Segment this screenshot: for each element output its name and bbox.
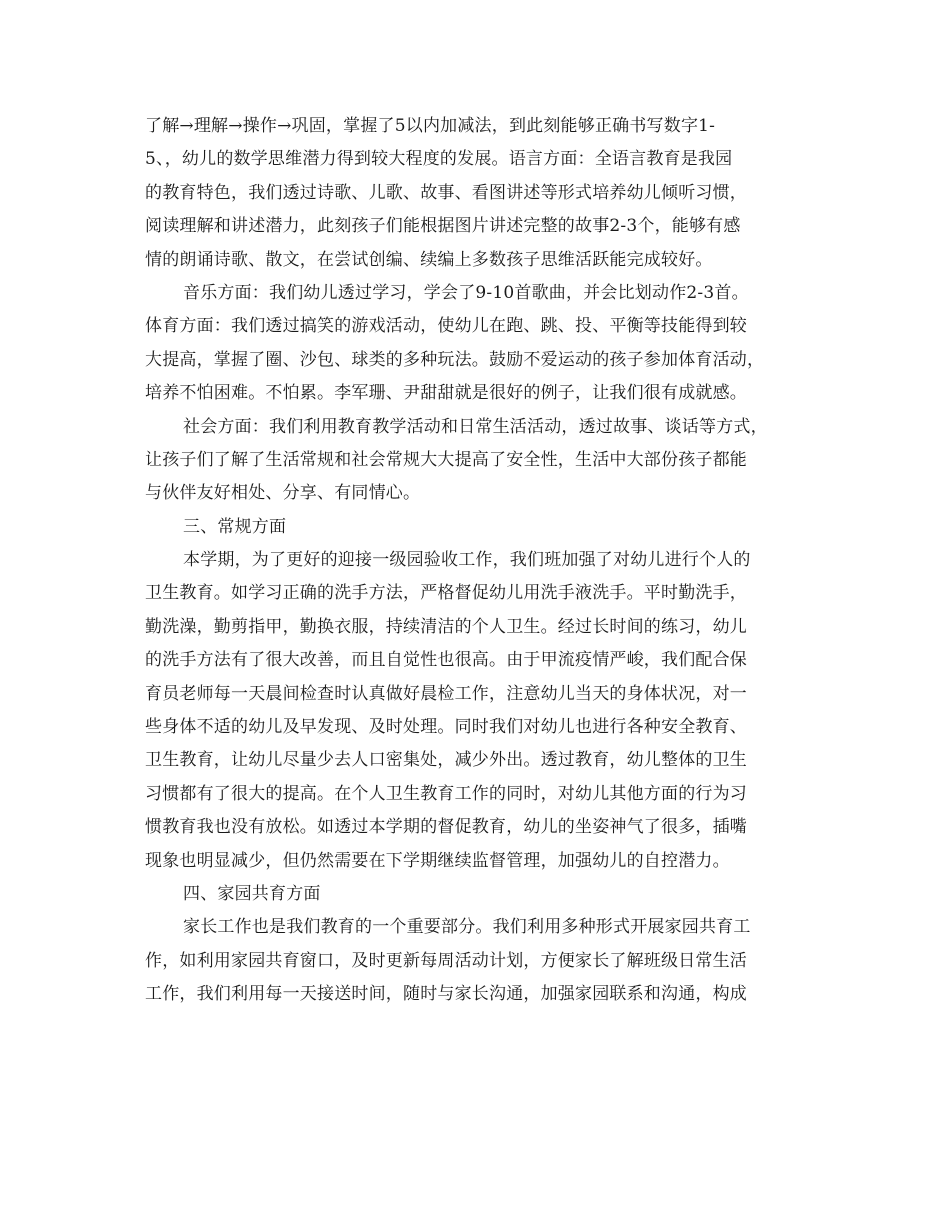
text-line: 卫生教育，让幼儿尽量少去人口密集处，减少外出。透过教育，幼儿整体的卫生	[145, 750, 747, 771]
text-line: 音乐方面：我们幼儿透过学习，学会了9-10首歌曲，并会比划动作2-3首。	[183, 282, 749, 303]
text-line: 了解→理解→操作→巩固，掌握了5以内加减法，到此刻能够正确书写数字1-	[145, 116, 716, 136]
text-line: 四、家园共育方面	[183, 883, 321, 904]
text-line: 三、常规方面	[183, 516, 287, 537]
text-line: 培养不怕困难。不怕累。李军珊、尹甜甜就是很好的例子，让我们很有成就感。	[145, 383, 747, 404]
text-line: 5、，幼儿的数学思维潜力得到较大程度的发展。语言方面：全语言教育是我园	[145, 149, 733, 170]
text-line: 作，如利用家园共育窗口，及时更新每周活动计划，方便家长了解班级日常生活	[145, 950, 747, 971]
text-line: 的洗手方法有了很大改善，而且自觉性也很高。由于甲流疫情严峻，我们配合保	[145, 650, 747, 671]
document-body	[145, 110, 805, 1012]
text-line: 些身体不适的幼儿及早发现、及时处理。同时我们对幼儿也进行各种安全教育、	[145, 717, 747, 738]
text-line: 习惯都有了很大的提高。在个人卫生教育工作的同时，对幼儿其他方面的行为习	[145, 783, 747, 804]
text-line: 情的朗诵诗歌、散文，在尝试创编、续编上多数孩子思维活跃能完成较好。	[145, 249, 713, 270]
text-line: 育员老师每一天晨间检查时认真做好晨检工作，注意幼儿当天的身体状况，对一	[145, 683, 747, 704]
text-line: 现象也明显减少，但仍然需要在下学期继续监督管理，加强幼儿的自控潜力。	[145, 850, 730, 871]
text-line: 本学期，为了更好的迎接一级园验收工作，我们班加强了对幼儿进行个人的	[183, 550, 751, 571]
text-line: 家长工作也是我们教育的一个重要部分。我们利用多种形式开展家园共育工	[183, 917, 751, 938]
text-line: 惯教育我也没有放松。如透过本学期的督促教育，幼儿的坐姿神气了很多，插嘴	[145, 817, 747, 838]
text-line: 体育方面：我们透过搞笑的游戏活动，使幼儿在跑、跳、投、平衡等技能得到较	[145, 316, 747, 337]
text-line: 勤洗澡，勤剪指甲，勤换衣服，持续清洁的个人卫生。经过长时间的练习，幼儿	[145, 616, 747, 637]
text-line: 卫生教育。如学习正确的洗手方法，严格督促幼儿用洗手液洗手。平时勤洗手，	[145, 583, 747, 604]
text-line: 的教育特色，我们透过诗歌、儿歌、故事、看图讲述等形式培养幼儿倾听习惯，	[145, 182, 747, 203]
text-line: 工作，我们利用每一天接送时间，随时与家长沟通，加强家园联系和沟通，构成	[145, 984, 747, 1005]
text-line: 社会方面：我们利用教育教学活动和日常生活活动，透过故事、谈话等方式，	[183, 416, 768, 437]
text-line: 阅读理解和讲述潜力，此刻孩子们能根据图片讲述完整的故事2-3个，能够有感	[145, 216, 741, 237]
text-line: 与伙伴友好相处、分享、有同情心。	[145, 483, 421, 504]
text-line: 大提高，掌握了圈、沙包、球类的多种玩法。鼓励不爱运动的孩子参加体育活动，	[145, 349, 765, 370]
text-line: 让孩子们了解了生活常规和社会常规大大提高了安全性，生活中大部份孩子都能	[145, 449, 747, 470]
